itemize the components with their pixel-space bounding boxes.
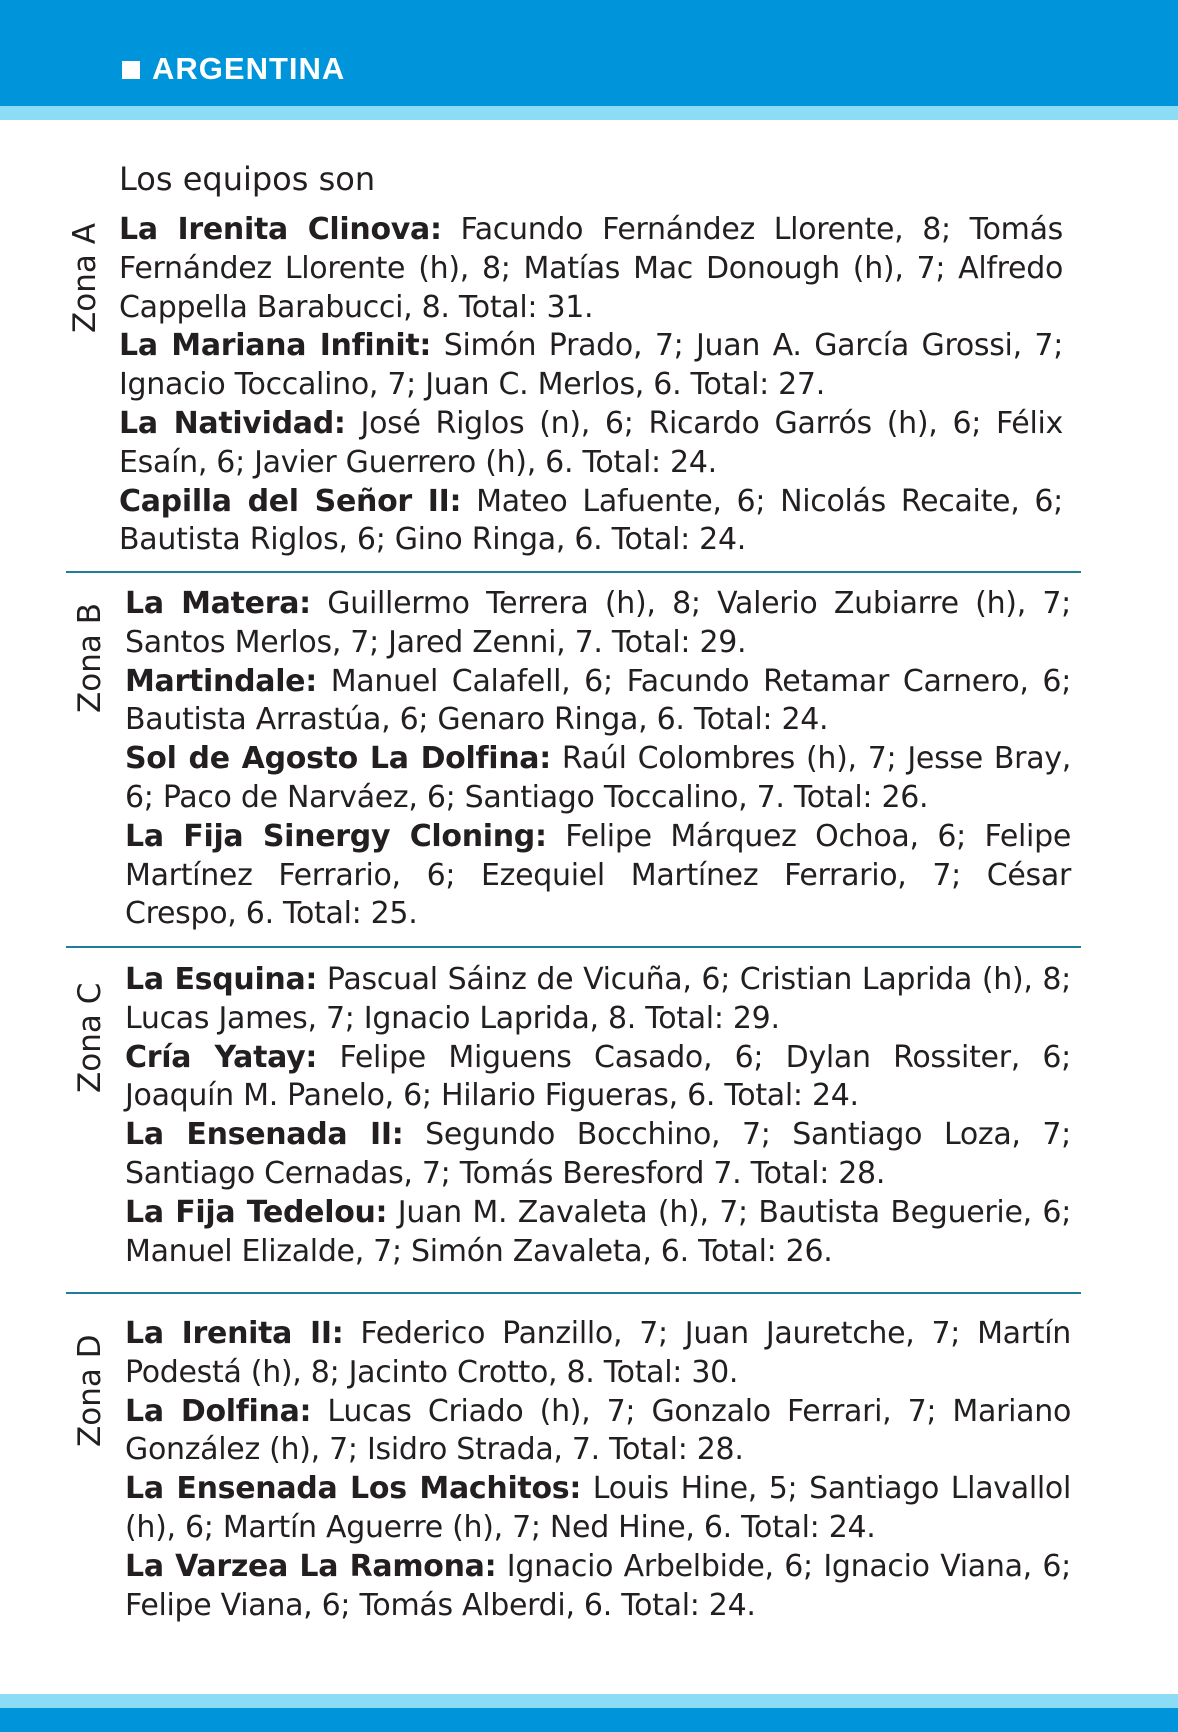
team-players: Felipe Márquez Ochoa, 6; Felipe Martínez Ferrario, 6; Ezequiel Martínez Ferrario, 7; César Crespo, 6. Total: 25.	[125, 818, 1071, 932]
team-players: Federico Panzillo, 7; Juan Jauretche, 7; Martín Podestá (h), 8; Jacinto Crotto, 8. Total: 30.	[125, 1316, 1072, 1390]
team-entry	[125, 961, 1071, 1039]
zone-b-text	[125, 585, 1071, 934]
team-name: La Ensenada II:	[125, 1117, 404, 1153]
zone-divider	[66, 1292, 1081, 1294]
team-name: La Irenita Clinova:	[119, 212, 442, 247]
team-players: Manuel Calafell, 6; Facundo Retamar Carnero, 6; Bautista Arrastúa, 6; Genaro Ringa, 6. Total: 24.	[125, 663, 1071, 738]
header-title: ARGENTINA	[152, 51, 346, 86]
zone-label-c: Zona C	[72, 982, 108, 1093]
team-players: Pascual Sáinz de Vicuña, 6; Cristian Laprida (h), 8; Lucas James, 7; Ignacio Laprida, 8. Total: 29.	[125, 962, 1071, 1036]
team-players: Raúl Colombres (h), 7; Jesse Bray, 6; Paco de Narváez, 6; Santiago Toccalino, 7. Total: 26.	[125, 741, 1071, 815]
team-entry	[125, 585, 1071, 663]
team-name: Capilla del Señor II:	[119, 483, 462, 519]
team-name: La Dolfina:	[125, 1393, 312, 1429]
team-entry	[119, 211, 1063, 327]
header-stripe	[0, 106, 1178, 120]
team-name: Cría Yatay:	[125, 1039, 318, 1075]
team-entry	[119, 483, 1063, 561]
team-entry	[125, 818, 1071, 934]
zone-label-d: Zona D	[72, 1334, 108, 1447]
team-entry	[125, 1393, 1071, 1471]
team-entry	[119, 327, 1063, 405]
team-players: Facundo Fernández Llorente, 8; Tomás Fernández Llorente (h), 8; Matías Mac Donough (h), 7; Alfredo Cappella Barabucci, 8. Total: 31.	[119, 212, 1063, 325]
team-players: Guillermo Terrera (h), 8; Valerio Zubiarre (h), 7; Santos Merlos, 7; Jared Zenni, 7. Total: 29.	[125, 586, 1071, 660]
zone-a-text	[119, 211, 1063, 560]
bullet-square-icon	[122, 61, 140, 79]
team-players: Lucas Criado (h), 7; Gonzalo Ferrari, 7; Mariano González (h), 7; Isidro Strada, 7. Total: 28.	[125, 1393, 1072, 1468]
footer-stripe	[0, 1694, 1178, 1708]
team-name: La Matera:	[125, 586, 311, 621]
team-entry	[125, 1194, 1071, 1272]
team-players: Juan M. Zavaleta (h), 7; Bautista Beguerie, 6; Manuel Elizalde, 7; Simón Zavaleta, 6. Total: 26.	[125, 1194, 1071, 1269]
footer-bar	[0, 1708, 1178, 1732]
zone-d-text	[125, 1315, 1071, 1625]
team-players: Segundo Bocchino, 7; Santiago Loza, 7; Santiago Cernadas, 7; Tomás Beresford 7. Total: 28.	[125, 1117, 1071, 1191]
zone-divider	[66, 946, 1081, 948]
team-players: Felipe Miguens Casado, 6; Dylan Rossiter, 6; Joaquín M. Panelo, 6; Hilario Figueras, 6. Total: 24.	[125, 1039, 1071, 1114]
team-entry	[125, 1548, 1071, 1626]
team-name: La Varzea La Ramona:	[125, 1548, 497, 1584]
team-players: Mateo Lafuente, 6; Nicolás Recaite, 6; Bautista Riglos, 6; Gino Ringa, 6. Total: 24.	[119, 483, 1063, 558]
team-name: La Fija Tedelou:	[125, 1194, 388, 1230]
team-entry	[125, 1116, 1071, 1194]
team-entry	[125, 1470, 1071, 1548]
zone-label-a: Zona A	[67, 223, 103, 333]
team-name: La Irenita II:	[125, 1316, 344, 1351]
team-name: Sol de Agosto La Dolfina:	[125, 741, 551, 777]
zone-divider	[66, 571, 1081, 573]
team-players: José Riglos (n), 6; Ricardo Garrós (h), 6; Félix Esaín, 6; Javier Guerrero (h), 6. Total: 24.	[119, 405, 1063, 480]
team-players: Louis Hine, 5; Santiago Llavallol (h), 6; Martín Aguerre (h), 7; Ned Hine, 6. Total: 24.	[125, 1471, 1071, 1545]
team-entry	[125, 663, 1071, 741]
team-players: Ignacio Arbelbide, 6; Ignacio Viana, 6; Felipe Viana, 6; Tomás Alberdi, 6. Total: 24.	[125, 1548, 1071, 1623]
intro-heading: Los equipos son	[119, 160, 376, 198]
team-name: La Esquina:	[125, 962, 318, 997]
team-entry	[125, 740, 1071, 818]
team-name: La Fija Sinergy Cloning:	[125, 818, 547, 854]
zone-c-text	[125, 961, 1071, 1271]
team-name: La Ensenada Los Machitos:	[125, 1471, 582, 1507]
team-name: La Mariana Infinit:	[119, 328, 432, 364]
zone-label-b: Zona B	[72, 603, 108, 713]
team-name: La Natividad:	[119, 405, 346, 441]
team-name: Martindale:	[125, 663, 317, 699]
team-entry	[125, 1039, 1071, 1117]
team-entry	[125, 1315, 1071, 1393]
team-entry	[119, 405, 1063, 483]
team-players: Simón Prado, 7; Juan A. García Grossi, 7; Ignacio Toccalino, 7; Juan C. Merlos, 6. Total: 27.	[119, 328, 1064, 403]
